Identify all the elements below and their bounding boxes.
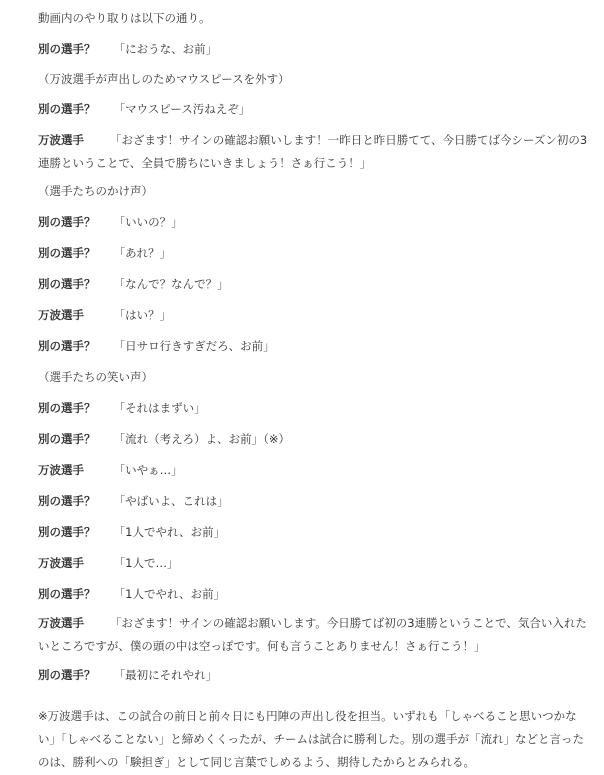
dialogue-line bbox=[38, 612, 593, 658]
speaker-label: 万波選手 bbox=[38, 556, 84, 570]
dialogue-text: 「おざます！サインの確認お願いします！一昨日と昨日勝てて、今日勝てば今シーズン初の3連勝ということで、全員で勝ちにいきましょう！さぁ行こう！」 bbox=[38, 133, 588, 170]
stage-direction bbox=[38, 186, 153, 198]
speaker-label: 別の選手？ bbox=[38, 42, 96, 56]
dialogue-text: 「なんで？なんで？」 bbox=[113, 277, 229, 291]
dialogue-line bbox=[38, 589, 225, 601]
speaker-label: 別の選手？ bbox=[38, 494, 96, 508]
stage-direction bbox=[38, 372, 153, 384]
dialogue-line bbox=[38, 129, 593, 175]
dialogue-line bbox=[38, 527, 225, 539]
dialogue-text: 「いやぁ…」 bbox=[113, 463, 183, 477]
dialogue-text: （万波選手が声出しのためマウスピースを外す） bbox=[38, 72, 290, 86]
dialogue-text: （選手たちのかけ声） bbox=[38, 184, 153, 198]
dialogue-text: 「最初にそれやれ」 bbox=[113, 668, 218, 682]
dialogue-line bbox=[38, 44, 217, 56]
dialogue-text: 「いいの？」 bbox=[113, 215, 183, 229]
speaker-label: 別の選手？ bbox=[38, 246, 96, 260]
intro-text: 動画内のやり取りは以下の通り。 bbox=[38, 11, 211, 25]
dialogue-text: 「マウスピース汚ねえぞ」 bbox=[113, 102, 251, 116]
dialogue-text: 「流れ（考えろ）よ、お前」（※） bbox=[113, 432, 291, 446]
speaker-label: 別の選手？ bbox=[38, 668, 96, 682]
stage-direction bbox=[38, 74, 290, 86]
speaker-label: 万波選手 bbox=[38, 133, 84, 147]
speaker-label: 別の選手？ bbox=[38, 401, 96, 415]
dialogue-text: 「1人でやれ、お前」 bbox=[113, 525, 226, 539]
dialogue-text: 「おざます！サインの確認お願いします。今日勝てば初の3連勝ということで、気合い入れたいところですが、僕の頭の中は空っぽです。何も言うことありません！さぁ行こう！」 bbox=[38, 616, 587, 653]
dialogue-line bbox=[38, 341, 275, 353]
speaker-label: 万波選手 bbox=[38, 463, 84, 477]
speaker-label: 別の選手？ bbox=[38, 277, 96, 291]
dialogue-line bbox=[38, 465, 183, 477]
dialogue-line bbox=[38, 310, 171, 322]
dialogue-text: 「1人でやれ、お前」 bbox=[113, 587, 226, 601]
footnote: ※万波選手は、この試合の前日と前々日にも円陣の声出し役を担当。いずれも「しゃべること思いつかない」「しゃべることない」と締めくくったが、チームは試合に勝利した。別の選手が「流れ」などと言ったのは、勝利への「験担ぎ」として同じ言葉でしめるよう、期待したからとみられる。 bbox=[38, 708, 585, 769]
dialogue-line bbox=[38, 403, 206, 415]
speaker-label: 別の選手？ bbox=[38, 102, 96, 116]
speaker-label: 別の選手？ bbox=[38, 339, 96, 353]
dialogue-line bbox=[38, 248, 171, 260]
dialogue-text: 「あれ？」 bbox=[113, 246, 172, 260]
speaker-label: 別の選手？ bbox=[38, 432, 96, 446]
speaker-label: 別の選手？ bbox=[38, 215, 96, 229]
dialogue-text: 「日サロ行きすぎだろ、お前」 bbox=[113, 339, 275, 353]
dialogue-line bbox=[38, 217, 183, 229]
dialogue-text: 「におうな、お前」 bbox=[113, 42, 218, 56]
dialogue-text: 「1人で…」 bbox=[113, 556, 179, 570]
dialogue-line bbox=[38, 434, 290, 446]
dialogue-text: 「やばいよ、これは」 bbox=[113, 494, 229, 508]
dialogue-line bbox=[38, 496, 229, 508]
dialogue-line bbox=[38, 670, 217, 682]
dialogue-text: 「はい？」 bbox=[113, 308, 172, 322]
dialogue-line bbox=[38, 558, 178, 570]
speaker-label: 万波選手 bbox=[38, 308, 84, 322]
dialogue-line bbox=[38, 279, 229, 291]
speaker-label: 万波選手 bbox=[38, 616, 84, 630]
dialogue-text: 「それはまずい」 bbox=[113, 401, 206, 415]
dialogue-text: （選手たちの笑い声） bbox=[38, 370, 153, 384]
speaker-label: 別の選手？ bbox=[38, 587, 96, 601]
speaker-label: 別の選手？ bbox=[38, 525, 96, 539]
dialogue-line bbox=[38, 104, 250, 116]
